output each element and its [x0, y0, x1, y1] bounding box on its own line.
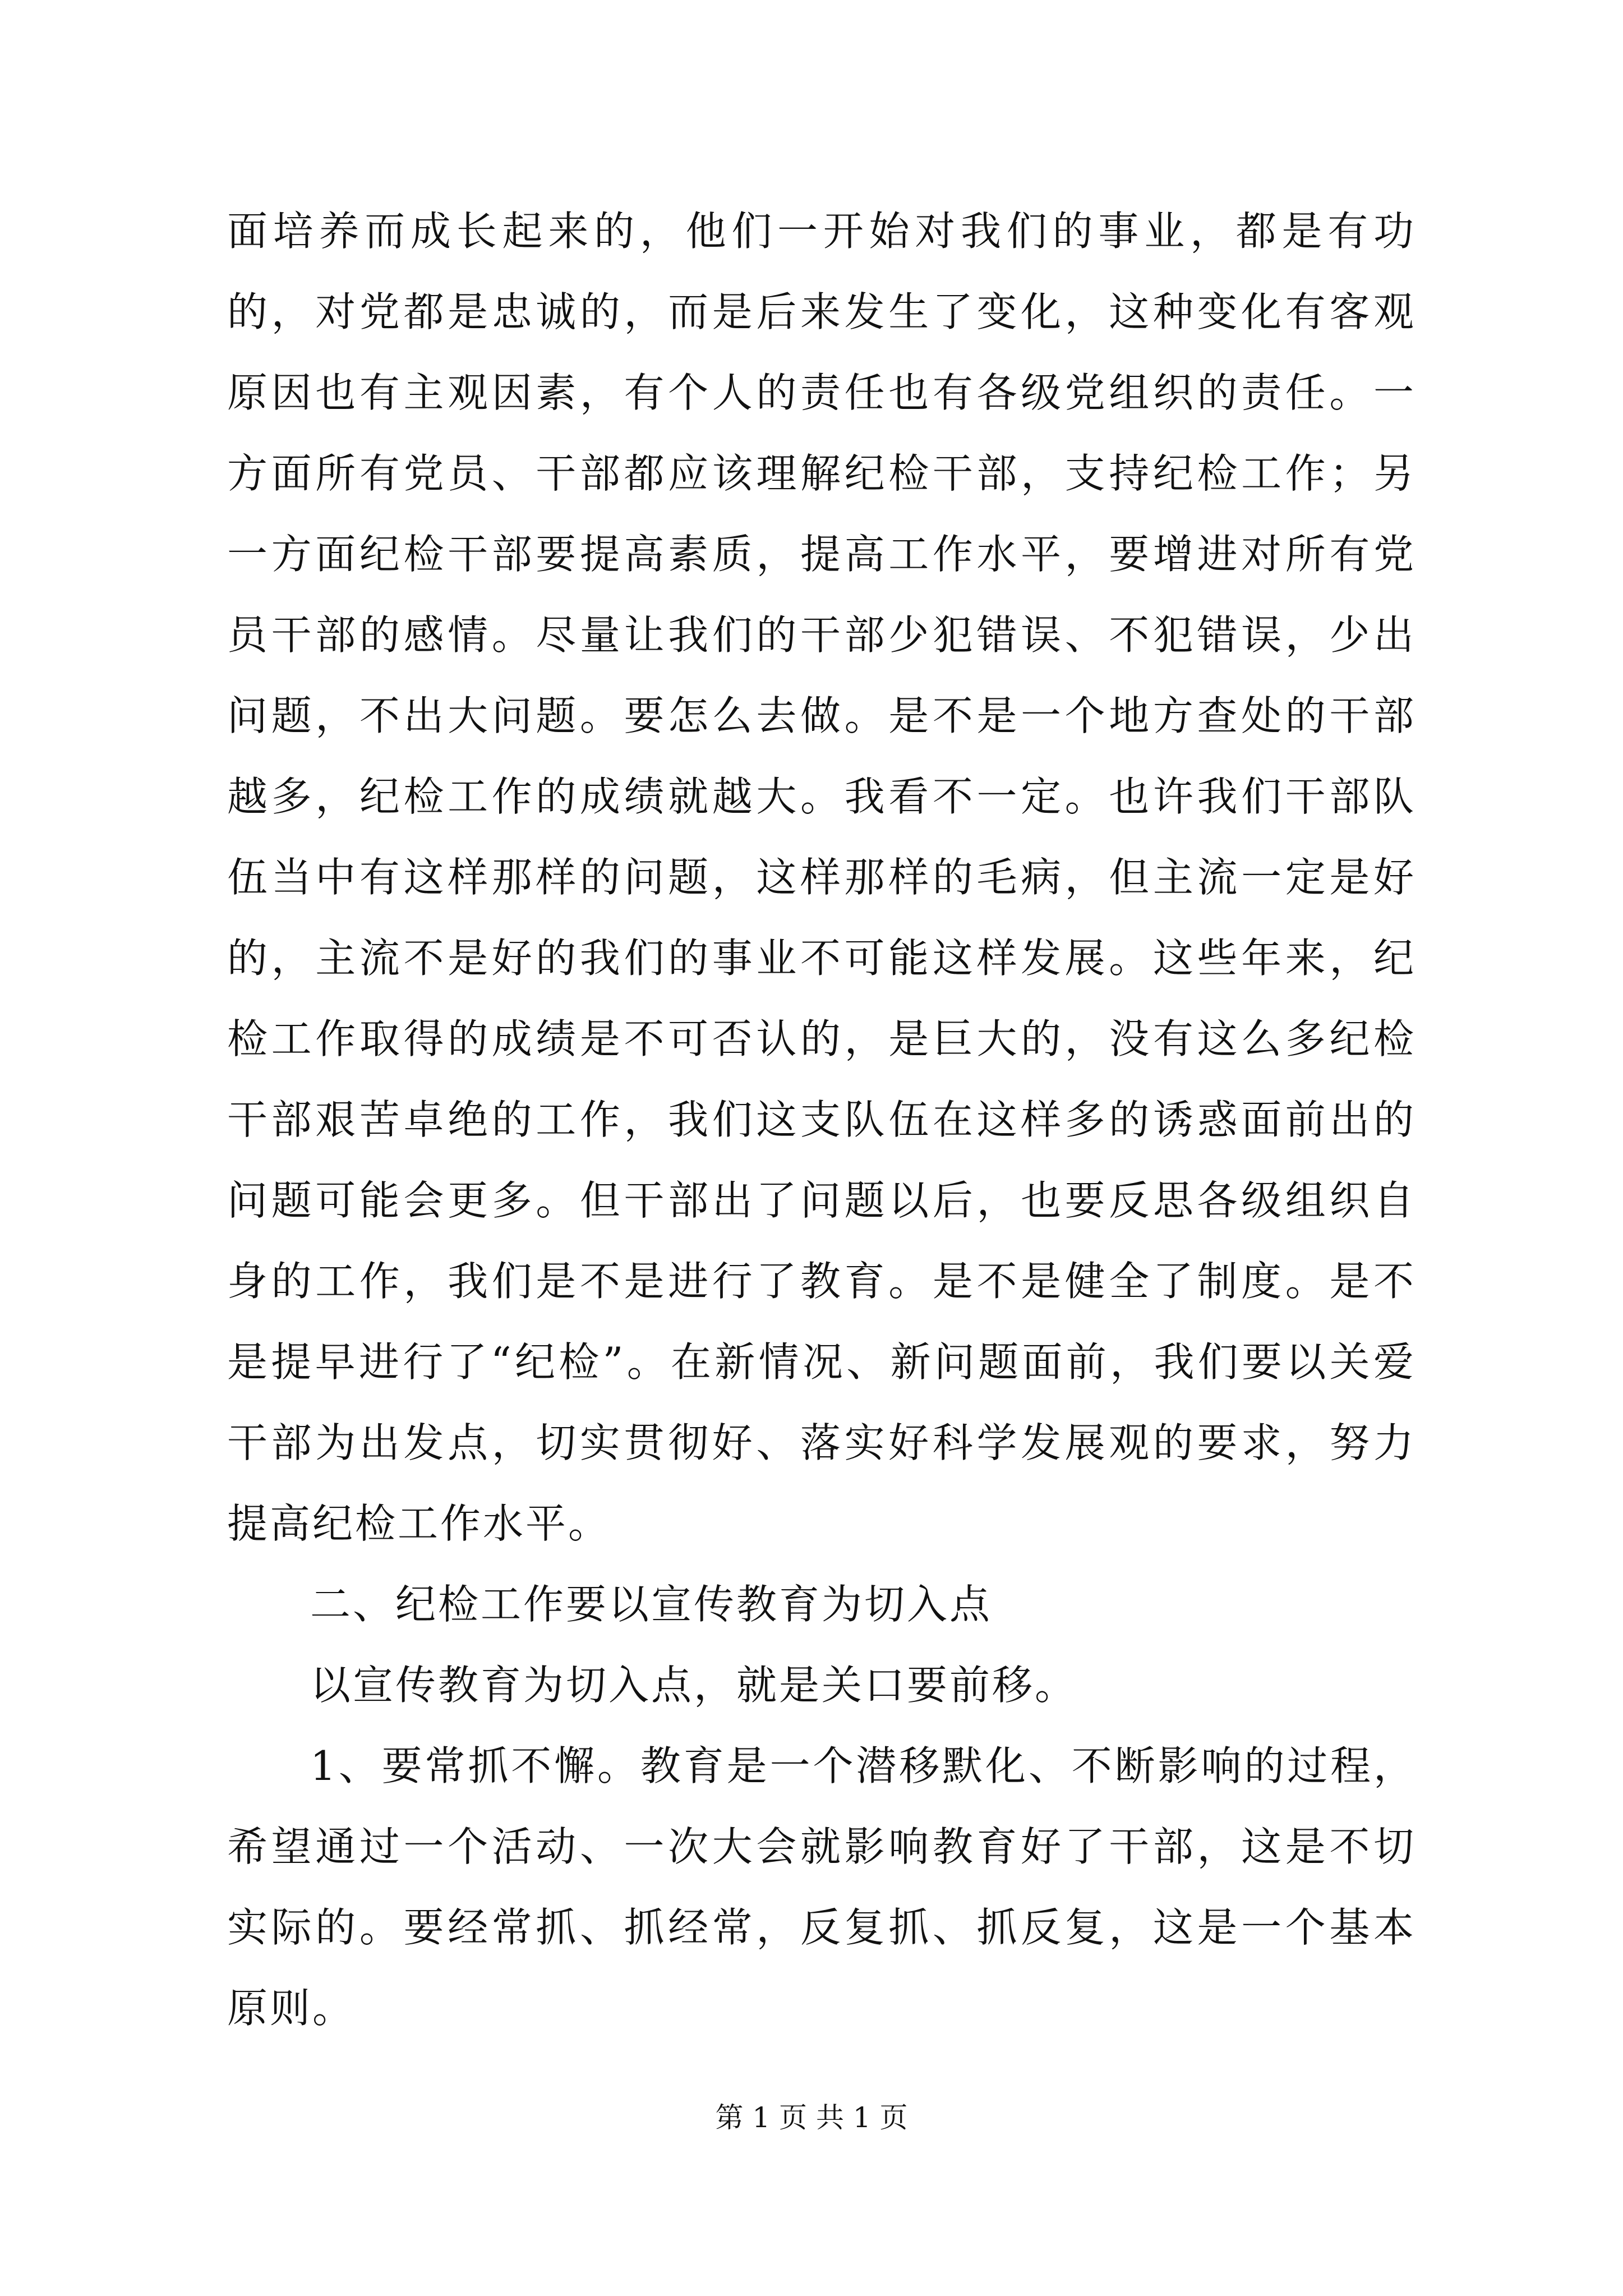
- page-footer: 第 1 页 共 1 页: [715, 2101, 908, 2134]
- paragraph-continuation: 面培养而成长起来的，他们一开始对我们的事业，都是有功的，对党都是忠诚的，而是后来发生了变化，这种变化有客观原因也有主观因素，有个人的责任也有各级党组织的责任。一方面所有党员、干部都应该理解纪检干部，支持纪检工作；另一方面纪检干部要提高素质，提高工作水平，要增进对所有党员干部的感情。尽量让我们的干部少犯错误、不犯错误，少出问题，不出大问题。要怎么去做。是不是一个地方查处的干部越多，纪检工作的成绩就越大。我看不一定。也许我们干部队伍当中有这样那样的问题，这样那样的毛病，但主流一定是好的，主流不是好的我们的事业不可能这样发展。这些年来，纪检工作取得的成绩是不可否认的，是巨大的，没有这么多纪检干部艰苦卓绝的工作，我们这支队伍在这样多的诱惑面前出的问题可能会更多。但干部出了问题以后，也要反思各级组织自身的工作，我们是不是进行了教育。是不是健全了制度。是不是提早进行了“纪检”。在新情况、新问题面前，我们要以关爱干部为出发点，切实贯彻好、落实好科学发展观的要求，努力提高纪检工作水平。: [227, 208, 1416, 1547]
- paragraph-point-1: 1、要常抓不懈。教育是一个潜移默化、不断影响的过程，希望通过一个活动、一次大会就影响教育好了干部，这是不切实际的。要经常抓、抓经常，反复抓、抓反复，这是一个基本原则。: [227, 1742, 1416, 2032]
- document-body: [227, 191, 1416, 2049]
- section-heading: 二、纪检工作要以宣传教育为切入点: [310, 1581, 993, 1628]
- paragraph-intro: 以宣传教育为切入点，就是关口要前移。: [310, 1662, 1078, 1709]
